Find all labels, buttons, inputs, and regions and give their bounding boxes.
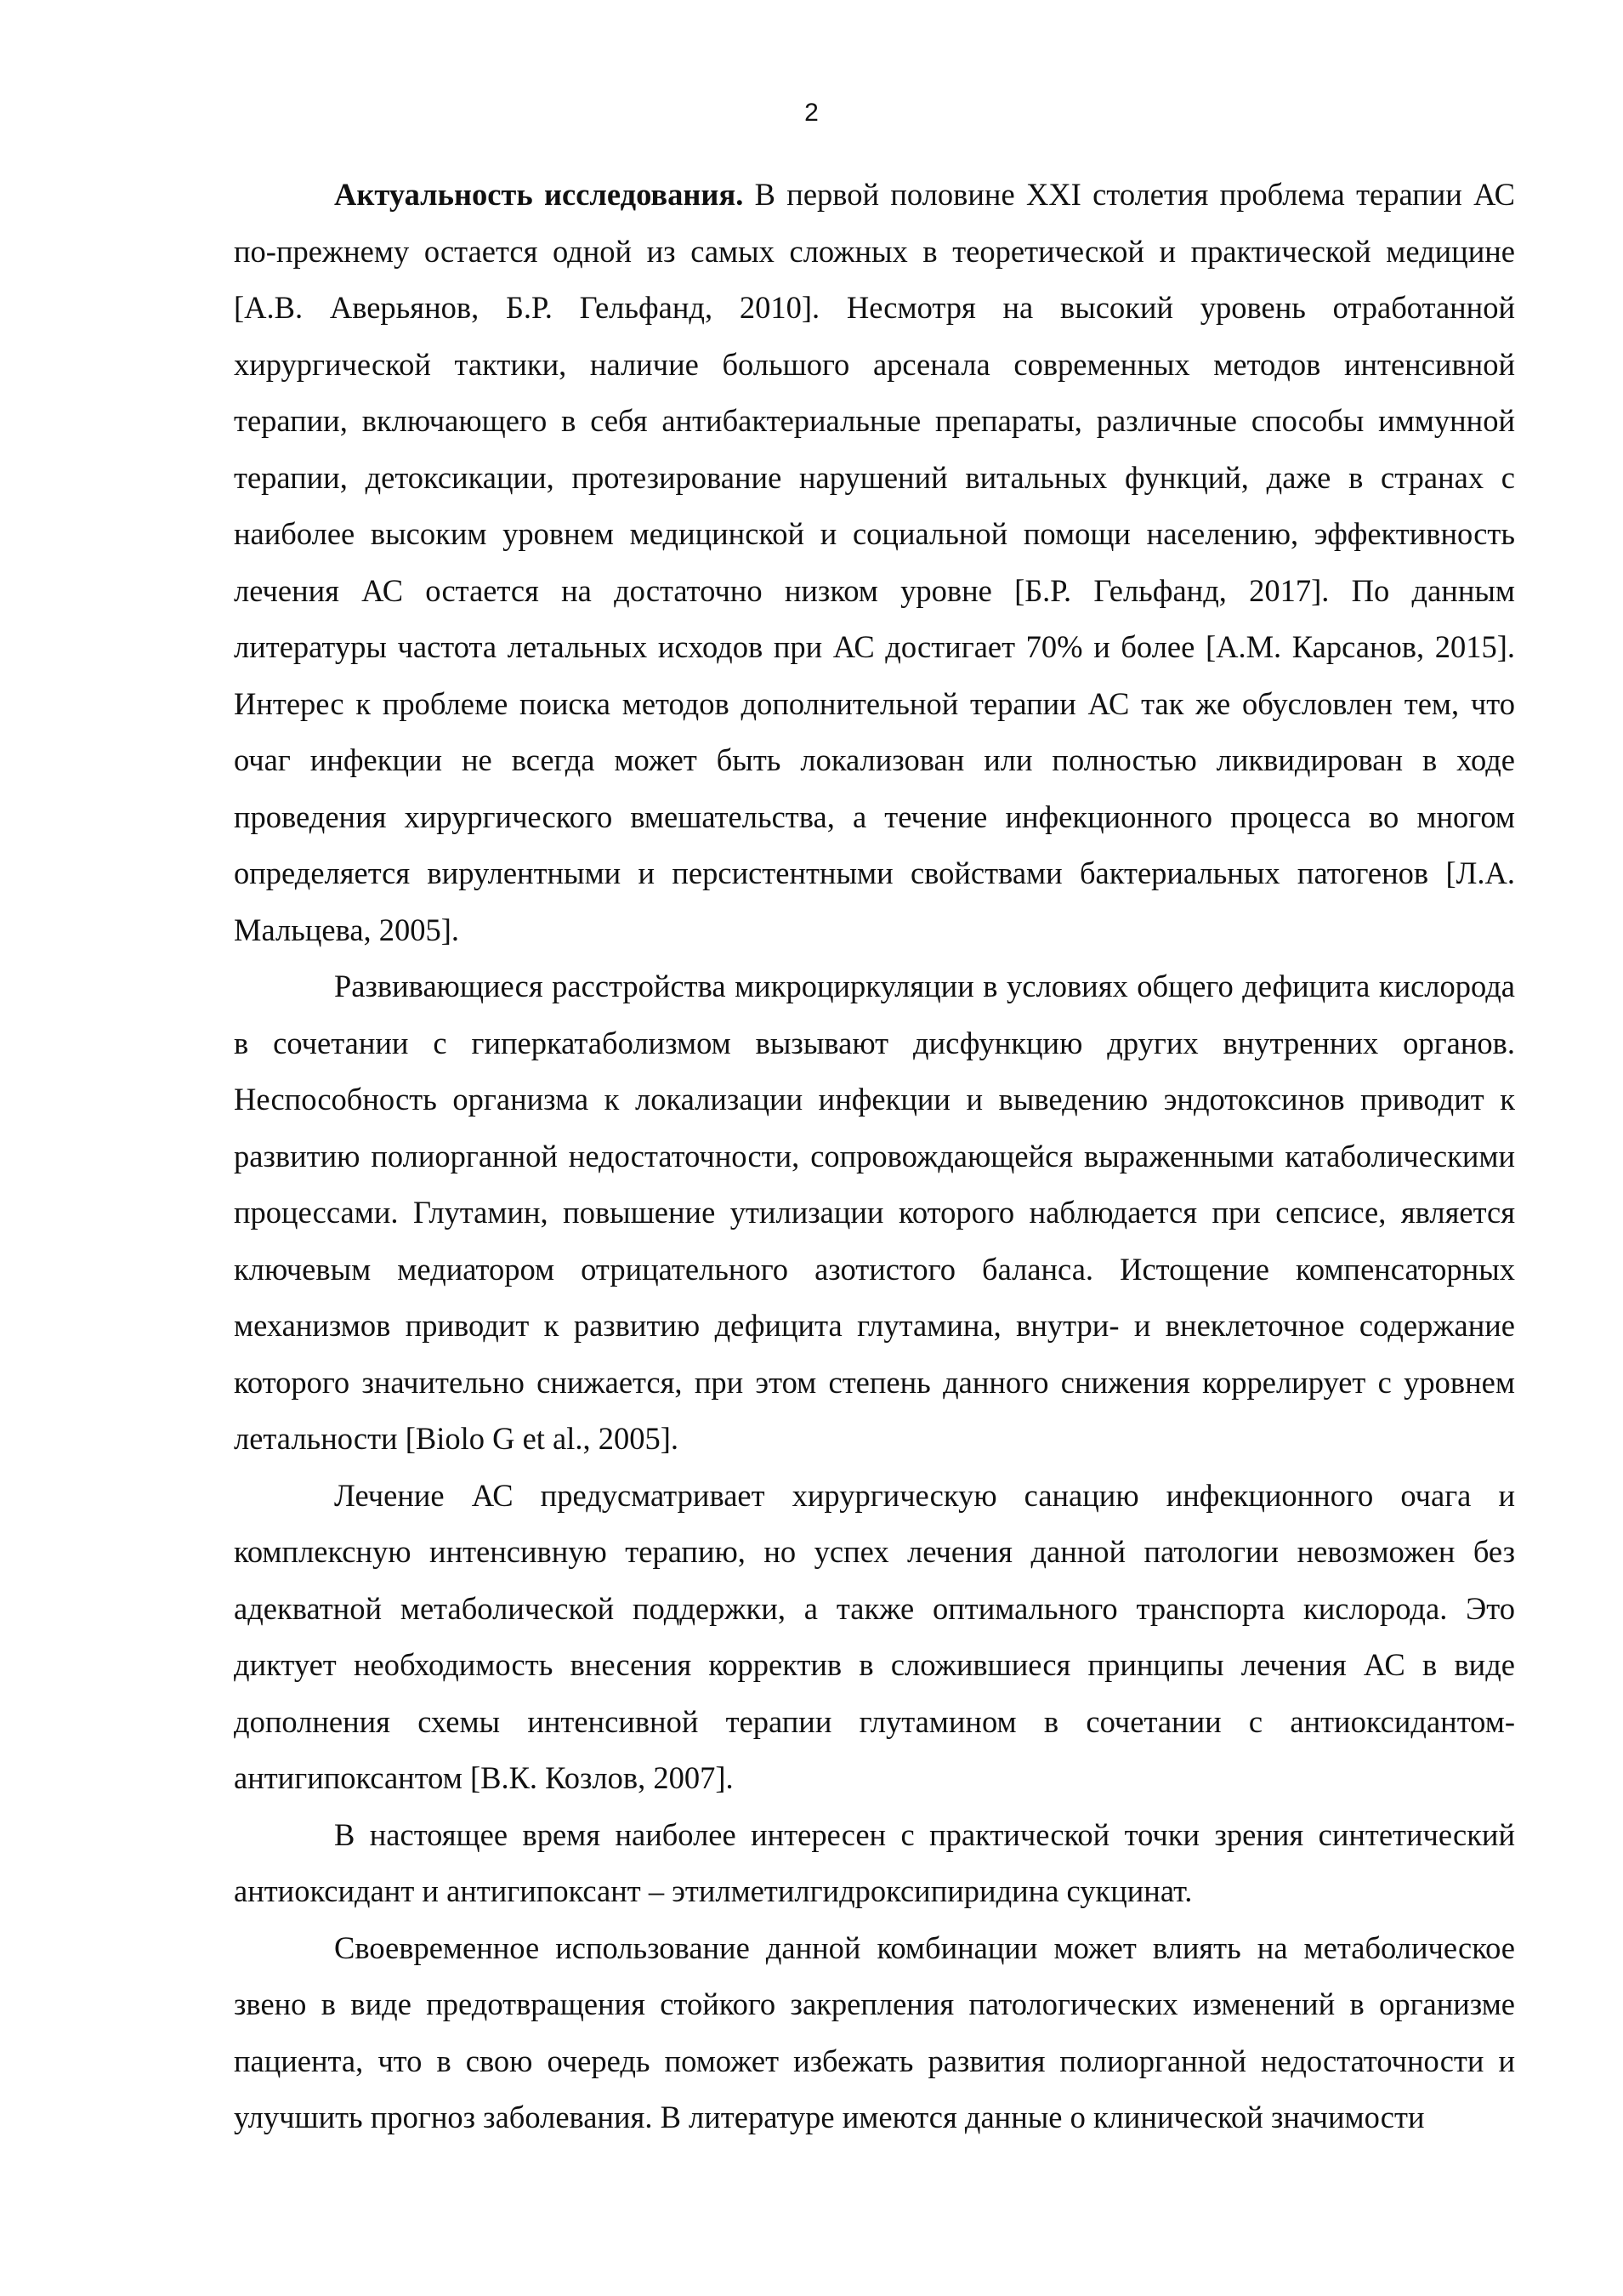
paragraph-treatment [234, 1468, 1515, 1807]
paragraph-text: Лечение АС предусматривает хирургическую санацию инфекционного очага и комплексную интенсивную терапию, но успех лечения данной патологии невозможен без адекватной метаболической поддержки, а также оптимального транспорта кислорода. Это диктует необходимость внесения корректив в сложившиеся принципы лечения АС в виде дополнения схемы интенсивной терапии глутамином в сочетании с антиоксидантом-антигипоксантом [В.К. Козлов, 2007]. [234, 1477, 1515, 1795]
paragraph-combination [234, 1920, 1515, 2146]
document-body [234, 167, 1515, 2146]
paragraph-text: В настоящее время наиболее интересен с практической точки зрения синтетический антиоксидант и антигипоксант – этилметилгидроксипиридина сукцинат. [234, 1816, 1515, 1908]
paragraph-relevance [234, 167, 1515, 958]
section-heading-relevance: Актуальность исследования. [334, 177, 744, 212]
paragraph-antioxidant [234, 1807, 1515, 1920]
page-number: 2 [804, 99, 819, 127]
paragraph-microcirculation [234, 958, 1515, 1468]
paragraph-text: Развивающиеся расстройства микроциркуляции в условиях общего дефицита кислорода в сочетании с гиперкатаболизмом вызывают дисфункцию других внутренних органов. Неспособность организма к локализации инфекции и выведению эндотоксинов приводит к развитию полиорганной недостаточности, сопровождающейся выраженными катаболическими процессами. Глутамин, повышение утилизации которого наблюдается при сепсисе, является ключевым медиатором отрицательного азотистого баланса. Истощение компенсаторных механизмов приводит к развитию дефицита глутамина, внутри- и внеклеточное содержание которого значительно снижается, при этом степень данного снижения коррелирует с уровнем летальности [Biolo G et al., 2005]. [234, 969, 1515, 1456]
paragraph-text: Своевременное использование данной комбинации может влиять на метаболическое звено в виде предотвращения стойкого закрепления патологических изменений в организме пациента, что в свою очередь поможет избежать развития полиорганной недостаточности и улучшить прогноз заболевания. В литературе имеются данные о клинической значимости [234, 1929, 1515, 2134]
paragraph-text: В первой половине XXI столетия проблема терапии АС по-прежнему остается одной из самых сложных в теоретической и практической медицине [А.В. Аверьянов, Б.Р. Гельфанд, 2010]. Несмотря на высокий уровень отработанной хирургической тактики, наличие большого арсенала современных методов интенсивной терапии, включающего в себя антибактериальные препараты, различные способы иммунной терапии, детоксикации, протезирование нарушений витальных функций, даже в странах с наиболее высоким уровнем медицинской и социальной помощи населению, эффективность лечения АС остается на достаточно низком уровне [Б.Р. Гельфанд, 2017]. По данным литературы частота летальных исходов при АС достигает 70% и более [А.М. Карсанов, 2015]. Интерес к проблеме поиска методов дополнительной терапии АС так же обусловлен тем, что очаг инфекции не всегда может быть локализован или полностью ликвидирован в ходе проведения хирургического вмешательства, а течение инфекционного процесса во многом определяется вирулентными и персистентными свойствами бактериальных патогенов [Л.А. Мальцева, 2005]. [234, 177, 1515, 947]
